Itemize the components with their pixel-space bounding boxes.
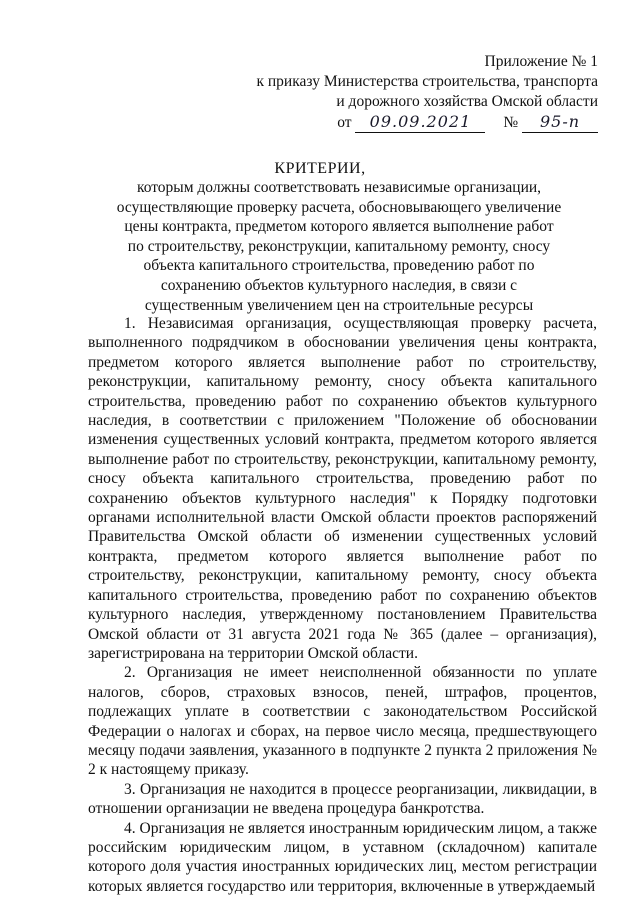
subtitle-line: осуществляющие проверку расчета, обосновывающего увеличение <box>116 198 562 216</box>
subtitle-line: сохранению объектов культурного наследия, в связи с <box>160 276 518 294</box>
subtitle-line: цены контракта, предметом которого является выполнение работ <box>124 218 554 236</box>
appendix-order-line: к приказу Министерства строительства, транспорта <box>256 73 598 90</box>
document-body <box>88 314 597 896</box>
subtitle-line: существенным увеличением цен на строительные ресурсы <box>144 296 534 314</box>
number-prefix: № <box>503 114 519 131</box>
paragraph-1: 1. Независимая организация, осуществляющая проверку расчета, выполненного подрядчиком в обосновании увеличения цены контракта, предметом которого является выполнение работ по строительству, реконструкции, капитальному ремонту, сносу объекта капитального строительства, проведению работ по сохранению объектов культурного наследия, в соответствии с приложением "Положение об обосновании изменения существенных условий контракта, предметом которого является выполнение работ по строительству, реконструкции, капитальному ремонту, сносу объекта капитального строительства, проведению работ по сохранению объектов культурного наследия" к Порядку подготовки органами исполнительной власти Омской области проектов распоряжений Правительства Омской области об изменении существенных условий контракта, предметом которого является выполнение работ по строительству, реконструкции, капитальному ремонту, сносу объекта капитального строительства, проведению работ по сохранению объектов культурного наследия, утвержденному постановлением Правительства Омской области от 31 августа 2021 года № 365 (далее – организация), зарегистрирована на территории Омской области. <box>88 315 597 662</box>
date-prefix: от <box>337 114 352 131</box>
appendix-ministry-line: и дорожного хозяйства Омской области <box>336 93 598 110</box>
paragraph-4: 4. Организация не является иностранным юридическим лицом, а также российским юридическим лицом, в уставном (складочном) капитале которого доля участия иностранных юридических лиц, местом регистрации которых является государство или территория, включенные в утверждаемый <box>88 819 597 895</box>
order-reference <box>256 112 598 133</box>
appendix-header <box>256 52 598 133</box>
appendix-title: Приложение № 1 <box>484 53 598 70</box>
handwritten-number: 95-п <box>522 112 598 133</box>
handwritten-date: 09.09.2021 <box>355 112 485 133</box>
subtitle-line: которым должны соответствовать независимые организации, <box>136 179 542 196</box>
paragraph-3: 3. Организация не находится в процессе реорганизации, ликвидации, в отношении организации не введена процедура банкротства. <box>88 780 597 818</box>
document-subtitle <box>96 178 582 315</box>
subtitle-line: по строительству, реконструкции, капитальному ремонту, сносу <box>127 237 551 255</box>
subtitle-line: объекта капитального строительства, проведению работ по <box>143 257 535 275</box>
paragraph-2: 2. Организация не имеет неисполненной обязанности по уплате налогов, сборов, страховых взносов, пеней, штрафов, процентов, подлежащих уплате в соответствии с законодательством Российской Федерации о налогах и сборах, на первое число месяца, предшествующего месяцу подачи заявления, указанного в подпункте 2 пункта 2 приложения № 2 к настоящему приказу. <box>88 664 597 779</box>
document-title: КРИТЕРИИ, <box>274 160 366 177</box>
